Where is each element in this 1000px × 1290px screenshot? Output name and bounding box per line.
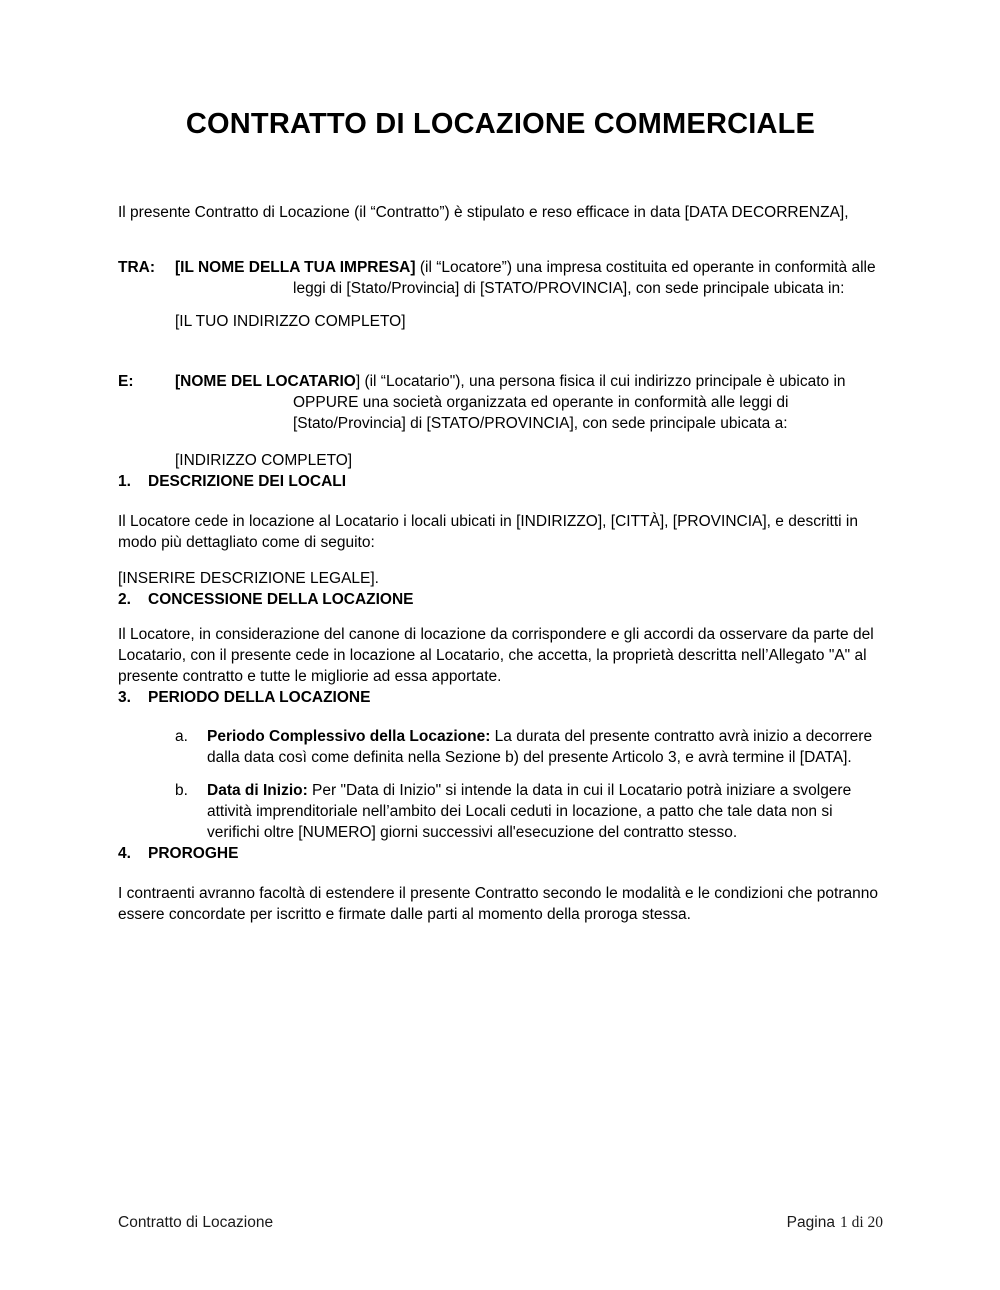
footer-page-number <box>787 1212 883 1233</box>
party-description-locatario: ] (il “Locatario"), una persona fisica il cui indirizzo principale è ubicato in OPPURE una società organizzata ed operante in conformità alle leggi di [Stato/Provincia] di [STATO/PROVINCIA], con sede principale ubicata a: <box>293 373 846 432</box>
section-2-paragraph: Il Locatore, in considerazione del canone di locazione da corrispondere e gli accordi da osservare da parte del Locatario, con il presente cede in locazione al Locatario, che accetta, la proprietà descritta nell’Allegato "A" al presente contratto e tutte le migliorie ad essa apportate. <box>118 626 874 685</box>
section-3-number: 3. <box>118 689 131 706</box>
party-block-locatore <box>118 257 883 299</box>
party-block-locatario <box>118 371 883 434</box>
clause-text-b: Per "Data di Inizio" si intende la data in cui il Locatario potrà iniziare a svolgere attività imprenditoriale nell’ambito dei Locali ceduti in locazione, a patto che tale data non si verifichi oltre [NUMERO] giorni successivi all'esecuzione del contratto stesso. <box>207 782 852 841</box>
footer-page-value: 1 di 20 <box>839 1214 883 1231</box>
clause-item-b <box>175 780 883 843</box>
party-name-locatore: [IL NOME DELLA TUA IMPRESA] <box>175 259 416 276</box>
page-footer <box>118 1212 883 1233</box>
party-label-e: E: <box>118 373 134 390</box>
section-2-number: 2. <box>118 591 131 608</box>
clause-letter-a: a. <box>175 728 188 745</box>
section-3-title: PERIODO DELLA LOCAZIONE <box>148 689 371 706</box>
clause-lead-a: Periodo Complessivo della Locazione: <box>207 728 491 745</box>
footer-doc-title: Contratto di Locazione <box>118 1214 274 1231</box>
party-label-tra: TRA: <box>118 259 156 276</box>
section-1-title: DESCRIZIONE DEI LOCALI <box>148 473 347 490</box>
section-1-paragraph: Il Locatore cede in locazione al Locatario i locali ubicati in [INDIRIZZO], [CITTÀ], [PROVINCIA], e descritti in modo più dettagliato come di seguito: <box>118 513 858 551</box>
section-3-heading <box>118 687 883 708</box>
intro-paragraph: Il presente Contratto di Locazione (il “Contratto”) è stipulato e reso efficace in data [DATA DECORRENZA], <box>118 204 849 221</box>
footer-page-label: Pagina <box>786 1214 835 1231</box>
party-name-locatario: [NOME DEL LOCATARIO <box>175 373 356 390</box>
party-address-locatario: [INDIRIZZO COMPLETO] <box>175 452 353 469</box>
party-address-locatore: [IL TUO INDIRIZZO COMPLETO] <box>175 313 406 330</box>
section-4-heading <box>118 843 883 864</box>
clause-item-a <box>175 726 883 768</box>
section-2-title: CONCESSIONE DELLA LOCAZIONE <box>148 591 414 608</box>
clause-lead-b: Data di Inizio: <box>207 782 308 799</box>
section-1-number: 1. <box>118 473 131 490</box>
section-4-title: PROROGHE <box>148 845 239 862</box>
section-4-paragraph: I contraenti avranno facoltà di estendere il presente Contratto secondo le modalità e le condizioni che potranno essere concordate per iscritto e firmate dalle parti al momento della proroga stessa. <box>118 885 878 923</box>
clause-text-a: La durata del presente contratto avrà inizio a decorrere dalla data così come definita nella Sezione b) del presente Articolo 3, e avrà termine il [DATA]. <box>207 728 873 766</box>
section-1-heading <box>118 471 883 492</box>
section-1-legal-description: [INSERIRE DESCRIZIONE LEGALE]. <box>118 570 379 587</box>
section-4-number: 4. <box>118 845 131 862</box>
party-description-locatore: (il “Locatore”) una impresa costituita ed operante in conformità alle leggi di [Stato/Provincia] di [STATO/PROVINCIA], con sede principale ubicata in: <box>293 259 876 297</box>
clause-letter-b: b. <box>175 782 188 799</box>
section-2-heading <box>118 589 883 610</box>
document-title: CONTRATTO DI LOCAZIONE COMMERCIALE <box>185 108 816 140</box>
